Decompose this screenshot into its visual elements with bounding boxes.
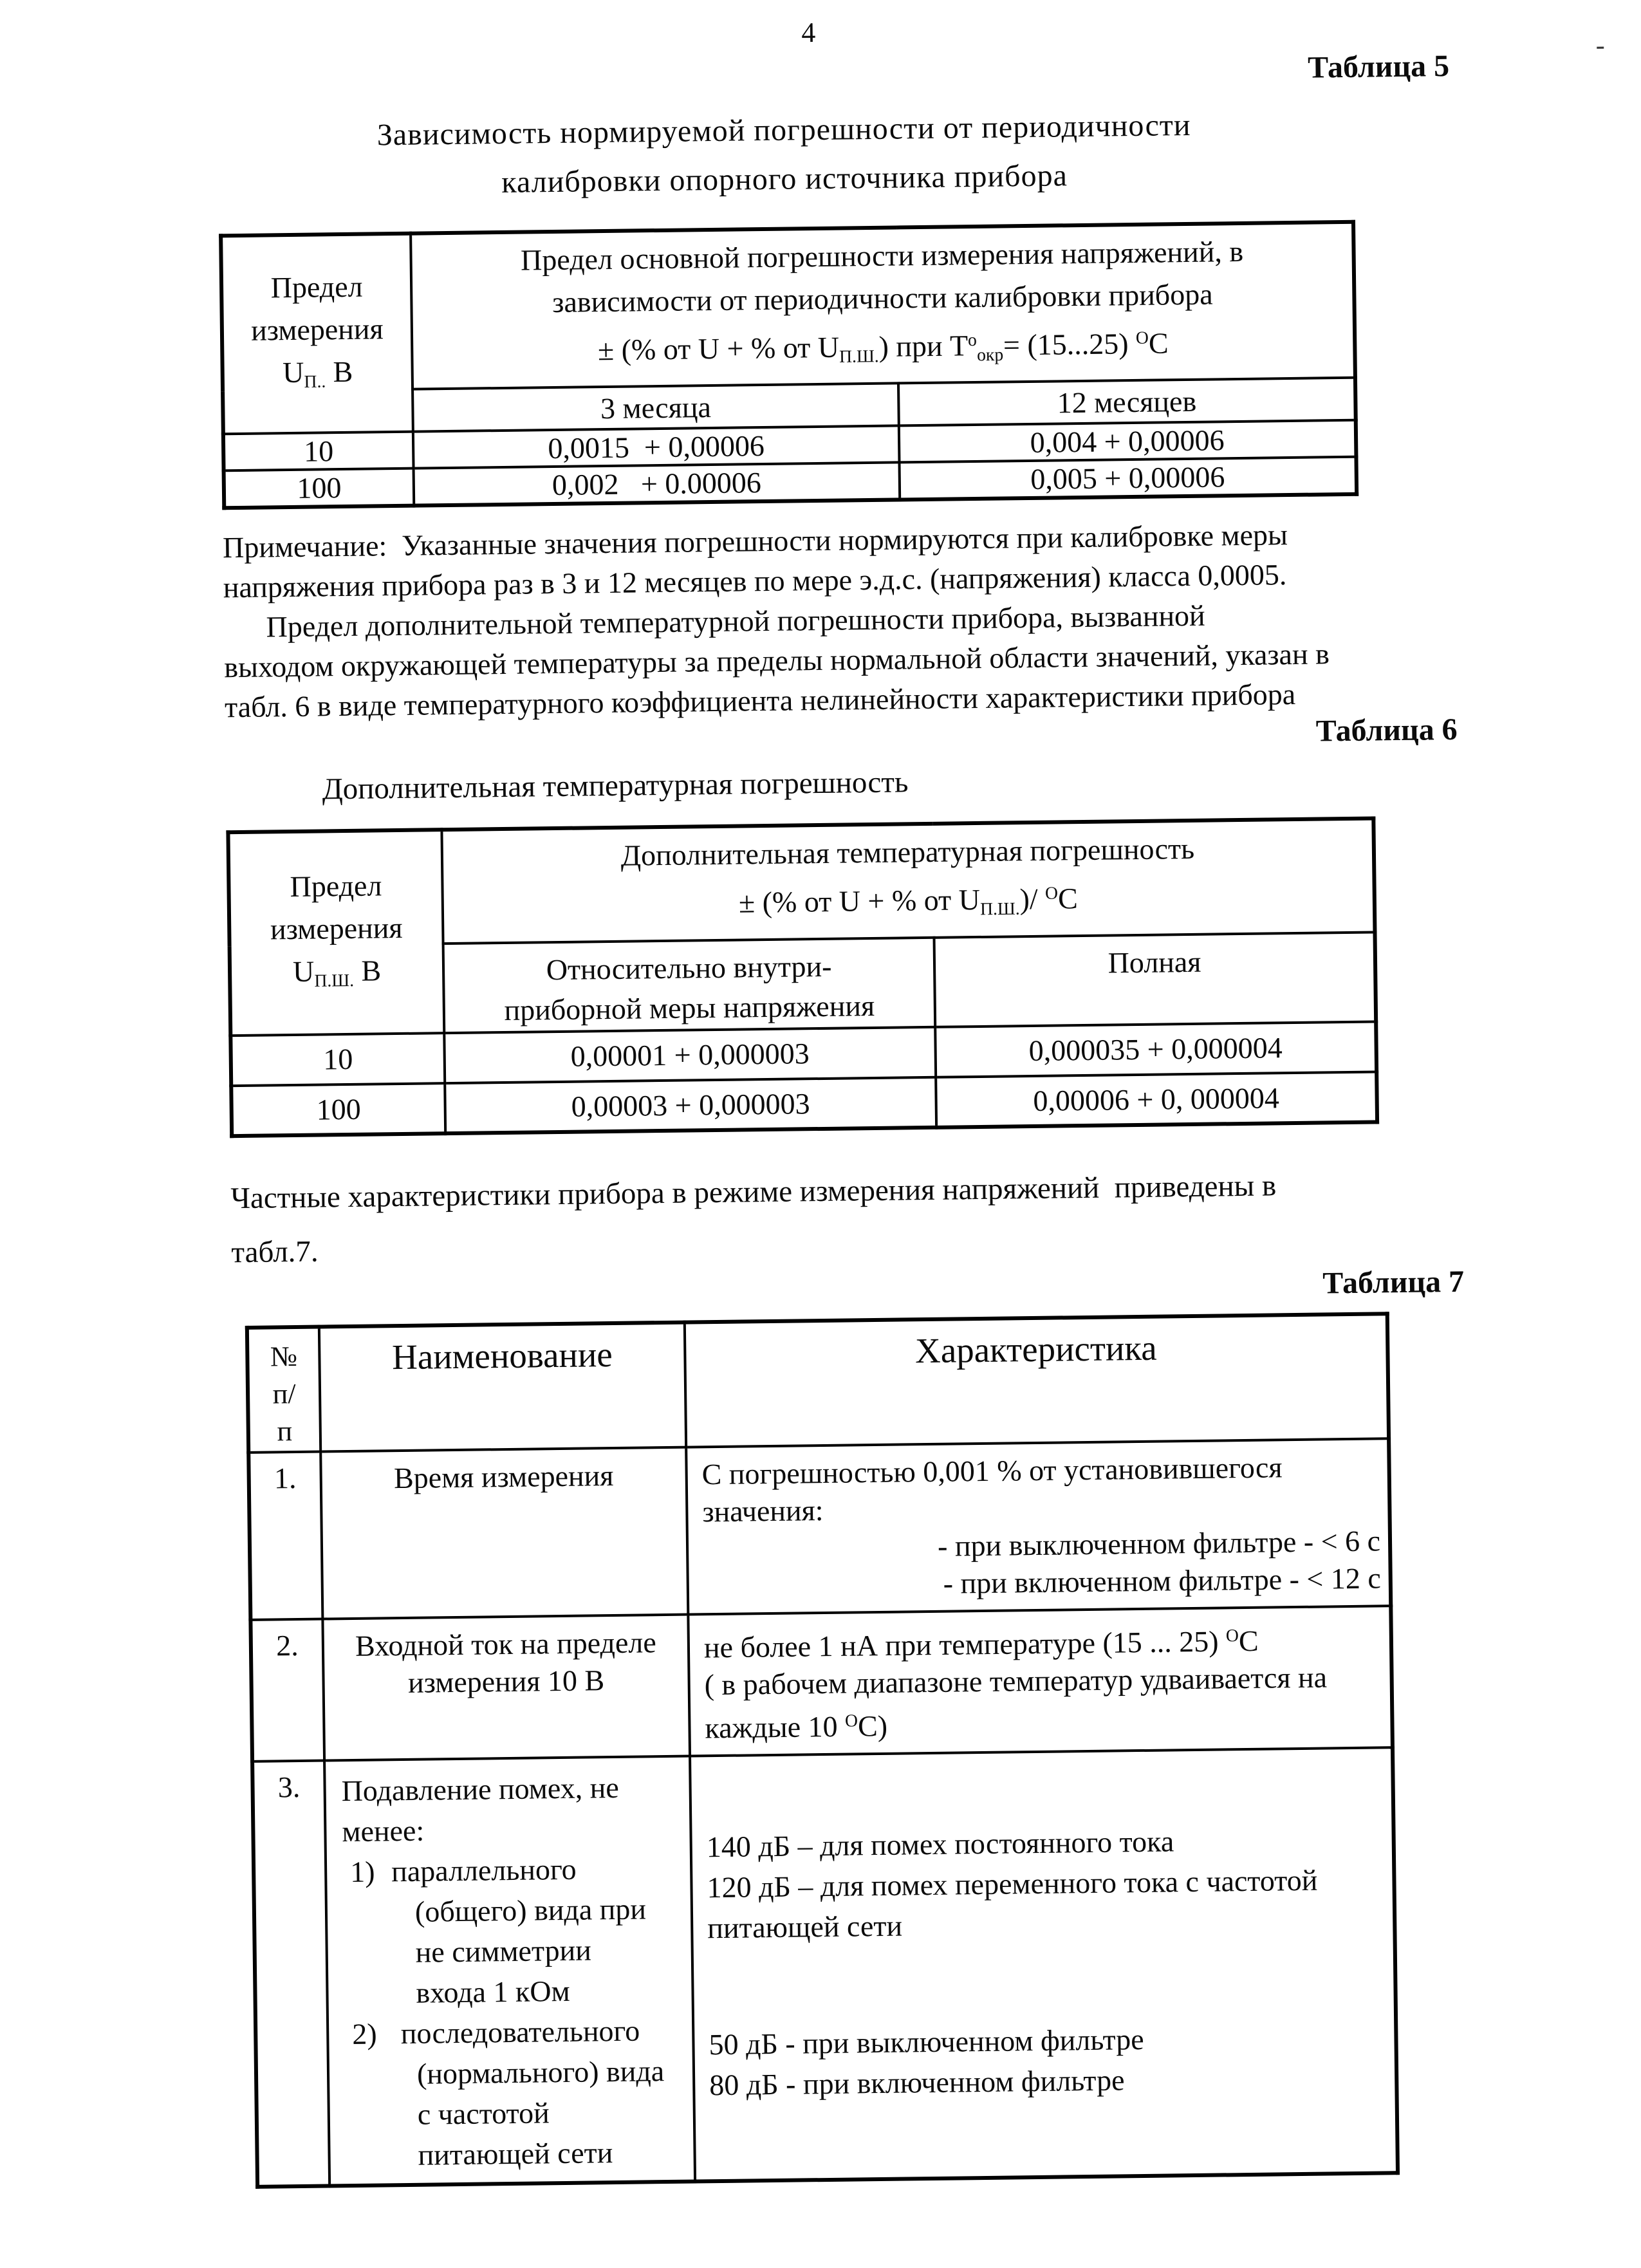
table7-header-num: № п/ п [247,1326,320,1452]
table6-col1-line1: Предел [290,868,382,903]
note-paragraph [223,514,1438,728]
table5-title-line2: калибровки опорного источника прибора [501,158,1068,200]
table5-subcol-3months: 3 месяца [413,384,899,432]
table7-row-1 [248,1438,1391,1620]
table7-row3-name: Подавление помех, не менее: 1) параллельного (общего) вида при не симметрии входа 1 кОм 2) последовательного (нормального) вида с частотой питающей сети [324,1756,695,2186]
table5-value-100-3m: 0,002 + 0.00006 [414,463,900,506]
table6-limit-100: 100 [231,1083,445,1136]
table5-value-10-3m: 0,0015 + 0,00006 [413,426,900,469]
table7-row1-char: С погрешностью 0,001 % от установившегося значения: - при выключенном фильтре - < 6 с - при включенном фильтре - < 12 с [686,1438,1391,1614]
note-line-4: выходом окружающей температуры за пределы нормальной области значений, указан в [223,637,1330,684]
table6-subcol-relative: Относительно внутри- приборной меры напряжения [443,938,936,1033]
table5-value-100-12m: 0,005 + 0,00006 [900,457,1357,500]
table5-col1-line1: Предел [270,270,363,304]
table5-head-formula: ± (% от U + % от $U_{П.Ш.}$) при $Т^о_{окр}= (15...25)$ $^О$С [597,326,1169,367]
table6-value-100-rel: 0,00003 + 0,000003 [445,1077,936,1133]
table7 [245,1312,1400,2189]
table6-limit-10: 10 [230,1033,445,1086]
table7-row1-name: Время измерения [320,1447,688,1619]
table7-label: Таблица 7 [1322,1264,1465,1301]
table6 [226,817,1379,1138]
table5-col1-header [221,234,413,434]
table6-value-10-full: 0,000035 + 0,000004 [935,1021,1377,1077]
table5-head-line1: Предел основной погрешности измерения напряжений, в [520,234,1244,277]
note-line-3: Предел дополнительной температурной погрешности прибора, вызванной [266,599,1205,644]
table6-col1-line2: измерения [270,911,403,945]
note-line-5: табл. 6 в виде температурного коэффициента нелинейности характеристики прибора [224,678,1296,724]
table7-row-3 [252,1747,1398,2187]
table5-subcol-12months: 12 месяцев [898,378,1356,426]
table6-head-formula: ± (% от U + % от $U_{П.Ш.})/$ $^О$С [738,882,1079,920]
table7-header-char: Характеристика [685,1314,1389,1447]
table5-limit-100: 100 [224,469,414,508]
table5 [219,220,1358,510]
table7-row3-char: 140 дБ – для помех постоянного тока 120 дБ – для помех переменного тока с частотой питающей сети 50 дБ - при выключенном фильтре 80 дБ - при включенном фильтре [690,1747,1398,2181]
table7-row-2 [250,1606,1393,1761]
table7-row3-num: 3. [252,1761,329,2187]
table5-col1-line2: измерения [250,311,384,347]
table6-col1-header [228,830,444,1036]
table6-subcol-full: Полная [934,932,1377,1027]
corner-mark: - [1595,31,1605,61]
table5-limit-10: 10 [223,432,414,471]
spacer [708,1940,1389,2025]
table6-head-line1: Дополнительная температурная погрешность [620,832,1195,873]
table7-header-row [247,1314,1389,1453]
table5-title [218,99,1351,210]
page-number: 4 [801,16,816,49]
table6-value-100-full: 0,00006 + 0, 000004 [936,1072,1377,1127]
table6-label: Таблица 6 [1315,712,1458,748]
note-line-1: Примечание: Указанные значения погрешности нормируются при калибровке меры [222,518,1288,564]
table7-intro-line1: Частные характеристики прибора в режиме измерения напряжений приведены в [230,1169,1277,1216]
table6-col1-symbol: $U_{П.Ш.}$ В [292,953,382,990]
table5-value-10-12m: 0,004 + 0,00006 [899,420,1357,463]
table7-intro-line2: табл.7. [231,1234,319,1270]
table5-title-line1: Зависимость нормируемой погрешности от периодичности [376,107,1191,153]
note-line-2: напряжения прибора раз в 3 и 12 месяцев по мере э.д.с. (напряжения) класса 0,0005. [223,558,1287,604]
table7-row2-char: не более 1 нА при температуре (15 ... 25) $^О$С ( в рабочем диапазоне температур удваивается на каждые 10 $^О$С) [688,1606,1393,1756]
table6-value-10-rel: 0,00001 + 0,000003 [444,1027,936,1083]
table5-label: Таблица 5 [1307,48,1450,85]
table7-row2-num: 2. [250,1619,324,1761]
table5-span-header [411,222,1355,389]
table6-caption: Дополнительная температурная погрешность [322,765,909,806]
spacer [705,1757,1386,1827]
table5-col1-symbol: $U_{П..}$ В [282,355,353,391]
table7-intro-paragraph [230,1157,1445,1279]
table7-row1-num: 1. [248,1451,322,1619]
table7-row2-name: Входной ток на пределе измерения 10 В [322,1614,690,1760]
table7-header-name: Наименование [319,1322,686,1451]
table6-span-header [441,819,1375,943]
table5-head-line2: зависимости от периодичности калибровки прибора [552,277,1213,319]
